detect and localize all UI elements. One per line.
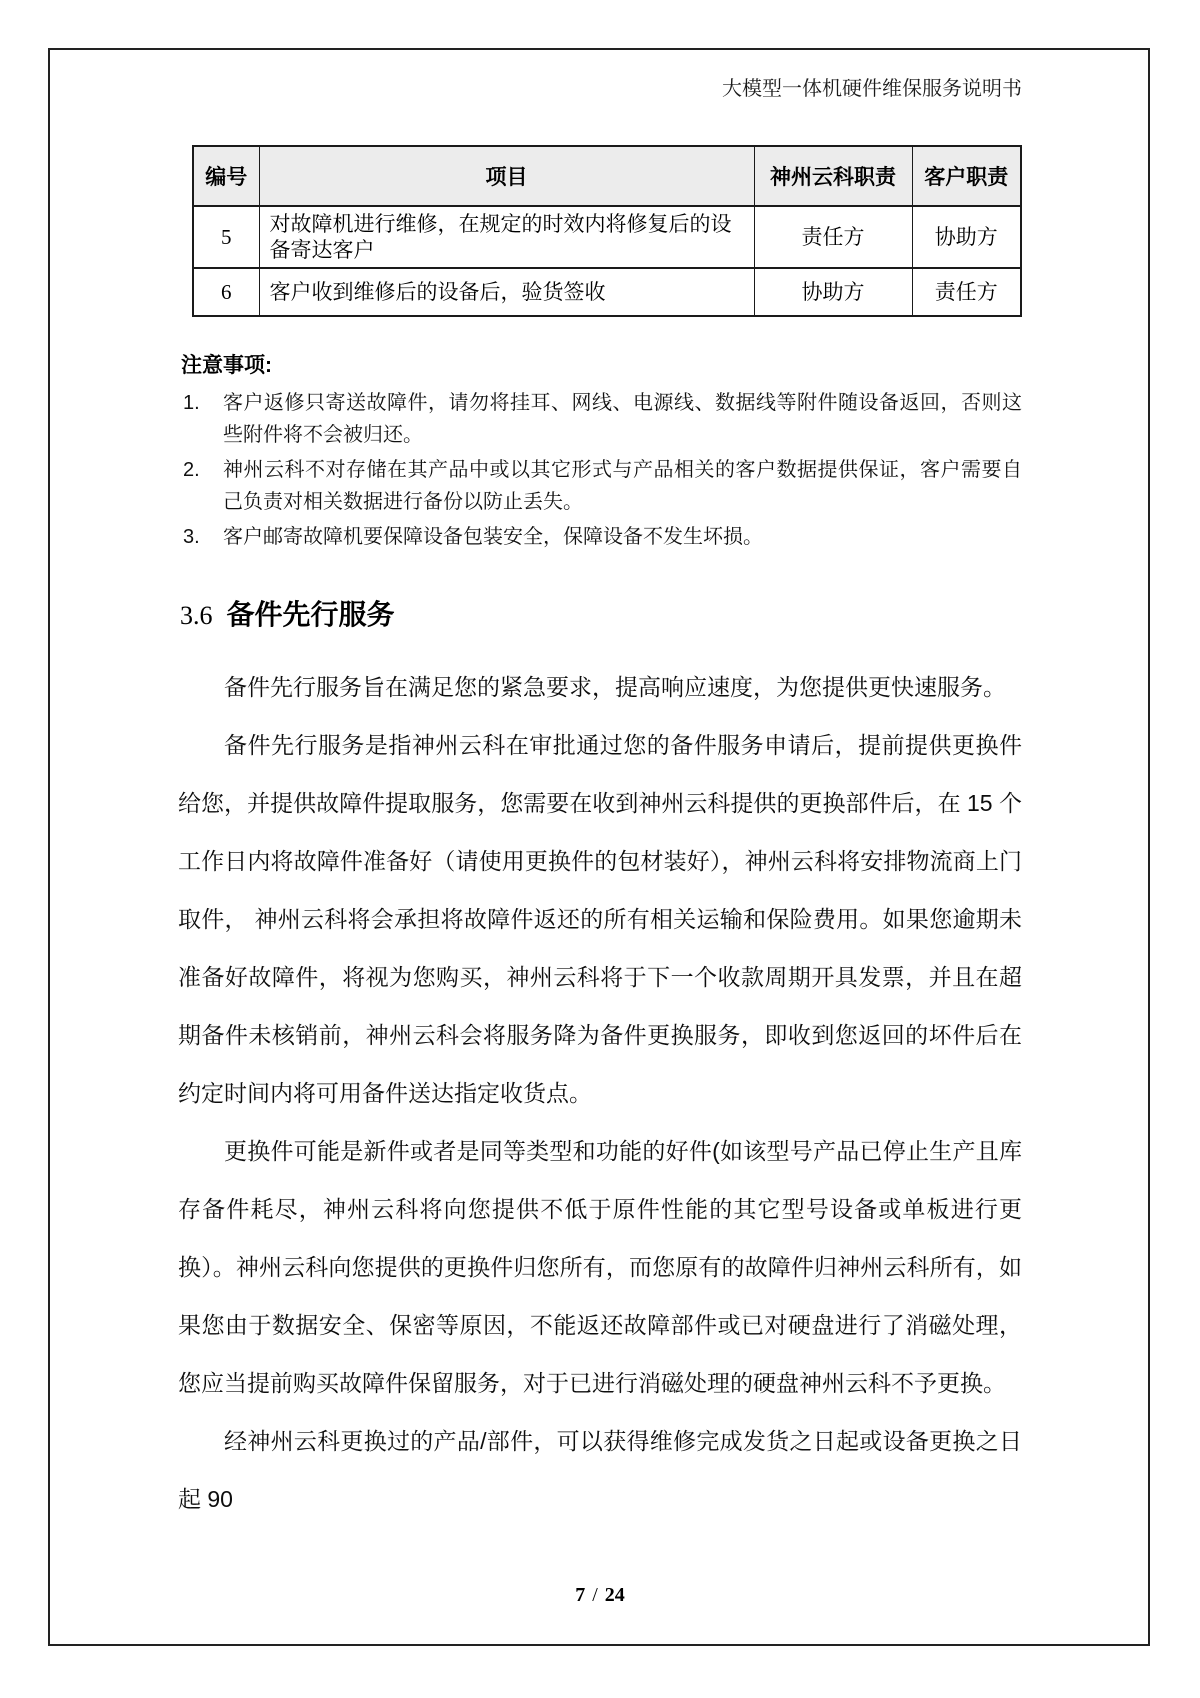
table-header-customer-role: 客户职责 [912,146,1021,206]
footer-total-pages: 24 [604,1584,625,1606]
section-body [178,658,1022,1528]
table-row [193,206,1021,268]
footer-page-number: 7 [575,1584,586,1606]
notes-list [178,387,1022,553]
list-item [183,387,1022,451]
list-item-text: 客户返修只寄送故障件，请勿将挂耳、网线、电源线、数据线等附件随设备返回，否则这些附件将不会被归还。 [223,392,1022,446]
list-item-number: 3. [183,526,200,548]
row-number-cell: 6 [193,268,259,316]
list-item-text: 神州云科不对存储在其产品中或以其它形式与产品相关的客户数据提供保证，客户需要自己负责对相关数据进行备份以防止丢失。 [223,459,1022,513]
row-customer-role-cell: 责任方 [912,268,1021,316]
section-heading [180,597,1022,634]
footer-separator: / [592,1584,598,1606]
paragraph: 备件先行服务旨在满足您的紧急要求，提高响应速度，为您提供更快速服务。 [224,674,1006,700]
paragraph: 备件先行服务是指神州云科在审批通过您的备件服务申请后，提前提供更换件给您，并提供故障件提取服务，您需要在收到神州云科提供的更换部件后，在 15 个工作日内将故障件准备好（请使用更换件的包材装好），神州云科将安排物流商上门取件， 神州云科将会承担将故障件返还的所有相关运输和保险费用。如果您逾期未准备好故障件，将视为您购买，神州云科将于下一个收款周期开具发票，并且在超期备件未核销前，神州云科会将服务降为备件更换服务，即收到您返回的坏件后在约定时间内将可用备件送达指定收货点。 [178,732,1022,1106]
table-header-item: 项目 [259,146,754,206]
section-number: 3.6 [180,601,213,630]
table-header-no: 编号 [193,146,259,206]
section-title: 备件先行服务 [226,599,395,630]
row-dc-role-cell: 协助方 [754,268,912,316]
page-content [178,48,1022,1528]
table-header-row [193,146,1021,206]
row-item-cell: 对故障机进行维修，在规定的时效内将修复后的设备寄达客户 [259,206,754,268]
paragraph: 经神州云科更换过的产品/部件，可以获得维修完成发货之日起或设备更换之日起 90 [178,1428,1022,1512]
responsibility-table [192,145,1022,317]
notes-title: 注意事项: [181,354,272,377]
list-item [183,521,1022,553]
paragraph: 更换件可能是新件或者是同等类型和功能的好件(如该型号产品已停止生产且库存备件耗尽，神州云科将向您提供不低于原件性能的其它型号设备或单板进行更换）。神州云科向您提供的更换件归您所有，而您原有的故障件归神州云科所有，如果您由于数据安全、保密等原因，不能返还故障部件或已对硬盘进行了消磁处理，您应当提前购买故障件保留服务，对于已进行消磁处理的硬盘神州云科不予更换。 [178,1138,1022,1396]
list-item-text: 客户邮寄故障机要保障设备包装安全，保障设备不发生坏损。 [223,526,763,548]
table-row [193,268,1021,316]
row-dc-role-cell: 责任方 [754,206,912,268]
row-customer-role-cell: 协助方 [912,206,1021,268]
row-item-cell: 客户收到维修后的设备后，验货签收 [259,268,754,316]
list-item-number: 2. [183,459,200,481]
page-footer [0,1584,1200,1607]
table-header-dc-role: 神州云科职责 [754,146,912,206]
row-number-cell: 5 [193,206,259,268]
document-header-title: 大模型一体机硬件维保服务说明书 [722,78,1022,100]
list-item-number: 1. [183,392,200,414]
list-item [183,454,1022,518]
